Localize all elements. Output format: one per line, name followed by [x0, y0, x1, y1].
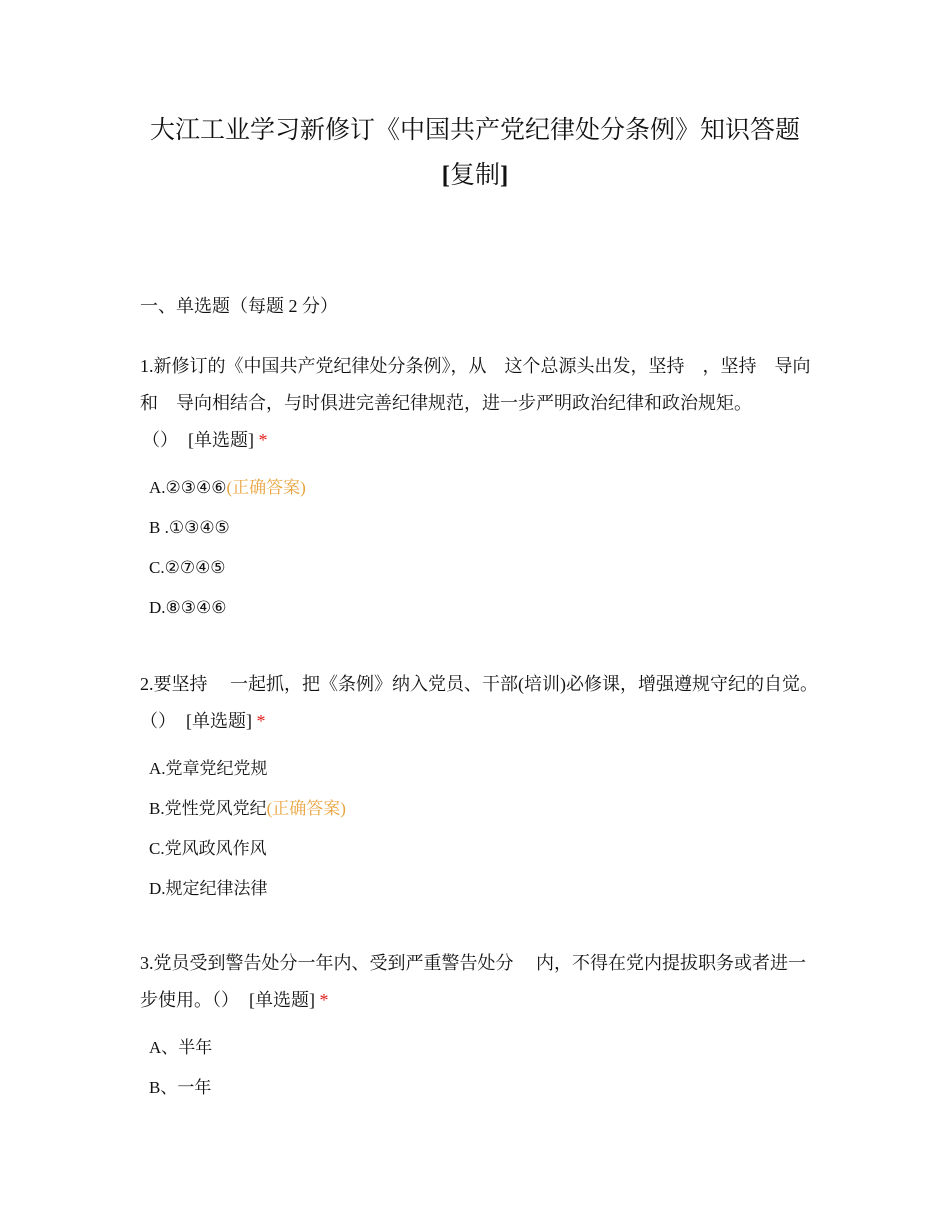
question-3-type: [单选题] — [249, 990, 315, 1010]
question-2 — [140, 666, 820, 909]
question-2-option-d[interactable] — [140, 869, 820, 909]
question-1-option-b[interactable] — [140, 508, 820, 548]
option-label: B.党性党风党纪 — [149, 799, 267, 818]
question-2-blank: （） — [140, 711, 176, 731]
question-3-option-b[interactable] — [140, 1068, 820, 1108]
document-title — [140, 108, 810, 198]
title-bracket-open: [ — [441, 162, 450, 189]
question-3-blank: （） — [212, 990, 239, 1010]
title-bracket-close: ] — [500, 162, 509, 189]
question-3-option-a[interactable] — [140, 1028, 820, 1068]
section-heading: 一、单选题（每题 2 分） — [140, 296, 338, 316]
question-2-type: [单选题] — [186, 711, 252, 731]
question-2-required-mark: * — [256, 711, 266, 731]
question-1-option-c[interactable] — [140, 548, 820, 588]
question-2-stem: 2.要坚持 一起抓，把《条例》纳入党员、干部(培训)必修课，增强遵规守纪的自觉。 — [140, 674, 818, 694]
question-1-tail — [140, 422, 820, 459]
option-label: A.②③④⑥ — [149, 478, 227, 497]
option-label: B、一年 — [149, 1078, 212, 1097]
question-3-required-mark: * — [319, 990, 329, 1010]
option-label: B .①③④⑤ — [149, 518, 230, 537]
question-1-text — [140, 348, 820, 459]
question-1-blank: （） — [142, 430, 178, 450]
question-2-option-c[interactable] — [140, 829, 820, 869]
question-3 — [140, 945, 820, 1108]
option-label: D.⑧③④⑥ — [149, 598, 227, 617]
question-1-option-a[interactable] — [140, 468, 820, 508]
option-label: D.规定纪律法律 — [149, 879, 268, 898]
title-copy-label: 复制 — [449, 162, 500, 189]
question-1-type: [单选题] — [188, 430, 254, 450]
option-label: C.②⑦④⑤ — [149, 558, 226, 577]
option-label: A.党章党纪党规 — [149, 759, 268, 778]
option-label: C.党风政风作风 — [149, 839, 267, 858]
question-3-text — [140, 945, 820, 1019]
question-1 — [140, 348, 820, 628]
question-1-required-mark: * — [258, 430, 268, 450]
question-1-stem: 1.新修订的《中国共产党纪律处分条例》，从 这个总源头出发，坚持 ，坚持 导向和 导向相结合，与时俱进完善纪律规范，进一步严明政治纪律和政治规矩。 — [140, 356, 811, 413]
question-2-option-b[interactable] — [140, 789, 820, 829]
title-line-2 — [140, 153, 810, 198]
question-2-option-a[interactable] — [140, 749, 820, 789]
title-line-1: 大江工业学习新修订《中国共产党纪律处分条例》知识答题 — [149, 117, 800, 144]
correct-answer-tag: (正确答案) — [266, 799, 346, 818]
correct-answer-tag: (正确答案) — [226, 478, 306, 497]
option-label: A、半年 — [149, 1038, 213, 1057]
question-2-text — [140, 666, 820, 740]
question-3-stem: 3.党员受到警告处分一年内、受到严重警告处分 内，不得在党内提拔职务或者进一步使用。 — [140, 953, 806, 1010]
question-1-option-d[interactable] — [140, 588, 820, 628]
